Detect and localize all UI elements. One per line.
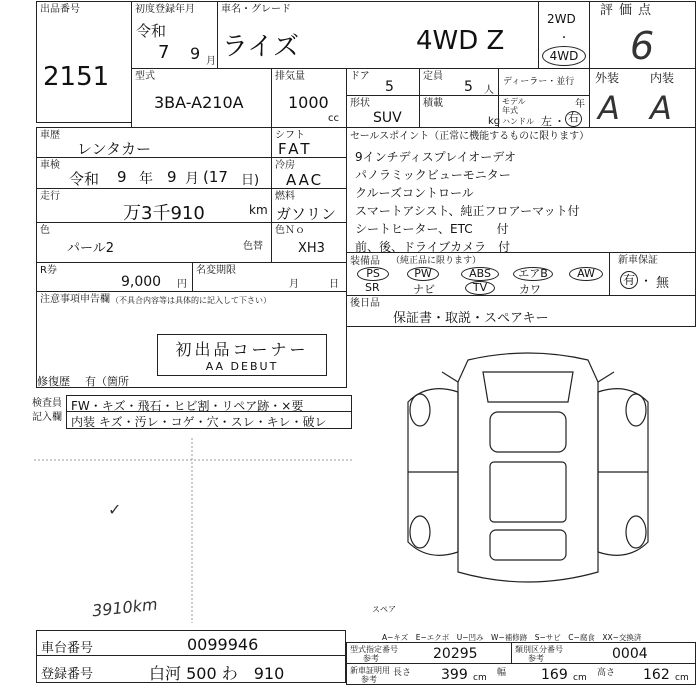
doors-label: ドア [350, 71, 370, 82]
memo-mileage: 3910km [91, 594, 159, 621]
exterior-label: 外装 [595, 71, 620, 85]
doors-value: 5 [385, 79, 394, 95]
sales-line-6: 前、後、ドライブカメラ 付 [355, 240, 511, 254]
sales-line-1: 9インチディスプレイオーデオ [355, 150, 516, 164]
handle-dot: ・ [554, 115, 565, 128]
shape-value: SUV [373, 110, 402, 126]
ext-int-box [589, 68, 696, 128]
color-label: 色 [40, 225, 50, 236]
inspection-box [36, 157, 272, 189]
name-change-day: 日 [329, 279, 339, 290]
debut-en: AA DEBUT [205, 360, 279, 373]
inspector-row-1-text: FW・キズ・飛石・ヒビ割・リペア跡・×要 [71, 399, 304, 413]
shift-box [271, 127, 347, 158]
cooling-box [271, 157, 347, 189]
equip-ps: PS [357, 267, 389, 281]
shift-label: シフト [275, 130, 305, 141]
model-year-label: モデル年式 [502, 97, 526, 115]
dealer-label: ディーラー・並行 [503, 77, 575, 87]
history-label: 車歴 [40, 130, 60, 141]
payload-label: 積載 [423, 98, 443, 109]
capacity-value: 5 [464, 79, 473, 95]
registration-month: 9 [190, 44, 201, 63]
mirror-right [598, 372, 614, 382]
sales-line-5: シートヒーター、ETC 付 [355, 222, 509, 236]
memo-area [34, 438, 354, 628]
width-unit: cm [573, 673, 587, 683]
repair-value: 有（箇所 [85, 375, 129, 388]
parts-value: 保証書・取説・スペアキー [393, 311, 549, 326]
car-outline [458, 353, 598, 582]
wheel-rear-left [410, 516, 430, 548]
car-diagram [398, 342, 658, 602]
plate-value: 白河 500 わ 910 [149, 664, 285, 683]
registration-month-unit: 月 [206, 56, 216, 67]
color-no-label: 色Ｎｏ [275, 225, 305, 236]
registration-box [131, 1, 218, 69]
recycle-label: R券 [40, 265, 57, 276]
inspection-year: 9 [117, 168, 127, 186]
debut-stamp [157, 334, 327, 376]
chassis-box [36, 630, 346, 656]
length-value: 399 [441, 667, 468, 683]
inspector-label-1: 検査員 [32, 398, 62, 409]
name-change-month: 月 [289, 279, 299, 290]
lot-box [36, 1, 132, 123]
mileage-unit: km [249, 203, 268, 217]
inspector-row-2 [66, 411, 352, 429]
length-label: 長さ [393, 668, 412, 678]
category-value: 0004 [612, 646, 648, 662]
equipment-note: （純正品に限ります） [391, 256, 482, 266]
chassis-value: 0099946 [187, 635, 259, 654]
name-change-box [192, 262, 347, 292]
color-no-value: XH3 [298, 241, 325, 256]
mileage-label: 走行 [40, 191, 60, 202]
parts-box [346, 295, 696, 327]
mirror-left [442, 372, 458, 382]
car-roof [490, 462, 566, 522]
warranty-dot: ・ [640, 274, 653, 288]
model-year-value: 年 [575, 99, 585, 110]
equipment-box [346, 252, 610, 296]
score-value: 6 [630, 24, 655, 68]
height-unit: cm [675, 673, 689, 683]
drive-dot: ・ [559, 33, 569, 44]
legend: A−キズ E−エクボ U−凹み W−補修跡 S−サビ C−腐食 XX−交換済 [382, 633, 642, 642]
category-box [511, 642, 696, 664]
debut-jp: 初出品コーナー [175, 340, 309, 359]
inspector-section [32, 395, 352, 435]
memo-check: ✓ [108, 500, 122, 519]
equip-tv: TV [465, 281, 495, 295]
model-box [131, 68, 272, 128]
notes-box [36, 291, 347, 388]
inspection-year-unit: 年 [139, 171, 153, 187]
wheel-front-right [626, 394, 646, 426]
color-no-box [271, 222, 347, 263]
history-box [36, 127, 272, 158]
drive-box [538, 1, 590, 69]
dimensions-box [346, 663, 696, 685]
lot-value: 2151 [43, 62, 110, 92]
type-designation-label: 型式指定番号 [350, 645, 398, 654]
car-windshield [490, 412, 566, 452]
name-change-label: 名変期限 [196, 265, 236, 276]
interior-label: 内装 [650, 71, 675, 85]
length-unit: cm [473, 673, 487, 683]
recycle-value: 9,000 [121, 274, 162, 290]
color-box [36, 222, 272, 263]
type-designation-box [346, 642, 512, 664]
displacement-unit: cc [328, 113, 339, 124]
displacement-value: 1000 [288, 93, 329, 112]
wheel-rear-right [626, 516, 646, 548]
cooling-value: AAC [286, 171, 324, 189]
vehicle-grade: 4WD Z [416, 26, 505, 56]
inspection-era: 令和 [69, 170, 100, 188]
memo-grid [34, 438, 354, 628]
category-label: 類別区分番号 [515, 645, 563, 654]
sales-box [346, 127, 696, 253]
equip-airbag: エアB [513, 267, 553, 281]
equip-pw: PW [407, 267, 439, 281]
equip-leather: カワ [519, 283, 541, 296]
sales-label: セールスポイント（正常に機能するものに限ります） [350, 131, 590, 142]
spare-label: スペア [372, 605, 396, 614]
drive-2wd: 2WD [547, 12, 576, 26]
warranty-have: 有 [620, 271, 638, 289]
model-year-box [498, 95, 590, 128]
displacement-box [271, 68, 347, 128]
sales-line-4: スマートアシスト、純正フロアーマット付 [355, 204, 580, 218]
repair-label: 修復歴 [37, 375, 70, 388]
type-designation-sub: 参考 [363, 654, 379, 663]
wheel-front-left [410, 394, 430, 426]
equip-sr: SR [365, 281, 380, 294]
plate-box [36, 655, 346, 683]
capacity-unit: 人 [484, 85, 494, 96]
notes-label: 注意事項申告欄 [40, 294, 110, 305]
exterior-value: A [598, 89, 620, 127]
car-hood [483, 372, 573, 402]
doors-box [346, 68, 420, 96]
sales-line-3: クルーズコントロール [355, 186, 474, 200]
history-value: レンタカー [77, 140, 152, 158]
chassis-label: 車台番号 [41, 641, 94, 656]
equip-aw: AW [569, 267, 603, 281]
width-label: 幅 [497, 668, 507, 678]
fuel-label: 燃料 [275, 191, 295, 202]
notes-sub: （不具合内容等は具体的に記入して下さい） [111, 296, 271, 305]
interior-value: A [650, 89, 672, 127]
color-change-label: 色替 [243, 241, 263, 252]
capacity-label: 定員 [423, 71, 443, 82]
payload-box [419, 95, 499, 128]
dealer-box [498, 68, 590, 96]
fuel-value: ガソリン [276, 205, 337, 223]
equipment-label: 装備品 [350, 256, 380, 267]
vehicle-name: ライズ [222, 32, 299, 62]
capacity-box [419, 68, 499, 96]
score-box [589, 1, 696, 69]
category-sub: 参考 [528, 654, 544, 663]
inspector-row-1 [66, 395, 352, 412]
inspection-day-unit: 日) [241, 173, 260, 188]
new-cert-label: 新車証明用 [350, 666, 390, 675]
height-value: 162 [643, 667, 670, 683]
registration-era: 令和 [136, 22, 167, 40]
registration-label: 初度登録年月 [135, 4, 195, 15]
cooling-label: 冷房 [275, 160, 295, 171]
height-label: 高さ [597, 668, 616, 678]
mileage-box [36, 188, 272, 223]
warranty-label: 新車保証 [618, 255, 658, 266]
handle-left: 左 [541, 115, 552, 128]
equip-abs: ABS [461, 267, 499, 281]
lot-label: 出品番号 [40, 4, 80, 15]
color-value: パール2 [67, 241, 115, 256]
warranty-none: 無 [656, 276, 670, 291]
score-label: 評価点 [600, 3, 658, 18]
model-label: 型式 [135, 71, 155, 82]
displacement-label: 排気量 [275, 71, 305, 82]
registration-year: 7 [158, 42, 170, 63]
handle-right: 右 [565, 111, 582, 127]
recycle-box [36, 262, 193, 292]
fuel-box [271, 188, 347, 223]
type-designation-value: 20295 [433, 646, 478, 662]
inspection-label: 車検 [40, 160, 60, 171]
model-value: 3BA-A210A [154, 93, 244, 112]
plate-label: 登録番号 [41, 667, 94, 682]
inspector-row-2-text: 内装 キズ・汚レ・コゲ・穴・スレ・キレ・破レ [71, 415, 327, 429]
new-cert-sub: 参考 [361, 675, 377, 684]
mileage-value: 万3千910 [123, 203, 205, 224]
recycle-unit: 円 [177, 279, 187, 290]
shift-value: FAT [278, 140, 313, 158]
width-value: 169 [541, 667, 568, 683]
warranty-box [609, 252, 696, 296]
sales-line-2: パノラミックビューモニター [355, 168, 511, 182]
drive-4wd: 4WD [542, 46, 586, 66]
parts-label: 後日品 [350, 298, 380, 309]
handle-label: ハンドル [502, 117, 534, 126]
vehicle-box [217, 1, 539, 69]
shape-box [346, 95, 420, 128]
vehicle-label: 車名・グレード [221, 4, 291, 15]
inspection-day: (17 [203, 168, 228, 186]
inspector-label-2: 記入欄 [32, 412, 62, 423]
shape-label: 形状 [350, 98, 370, 109]
inspection-month-unit: 月 [185, 171, 199, 187]
inspection-month: 9 [167, 168, 177, 186]
car-rear-window [490, 530, 566, 560]
equip-navi: ナビ [413, 283, 435, 296]
payload-unit: kg [488, 116, 501, 127]
